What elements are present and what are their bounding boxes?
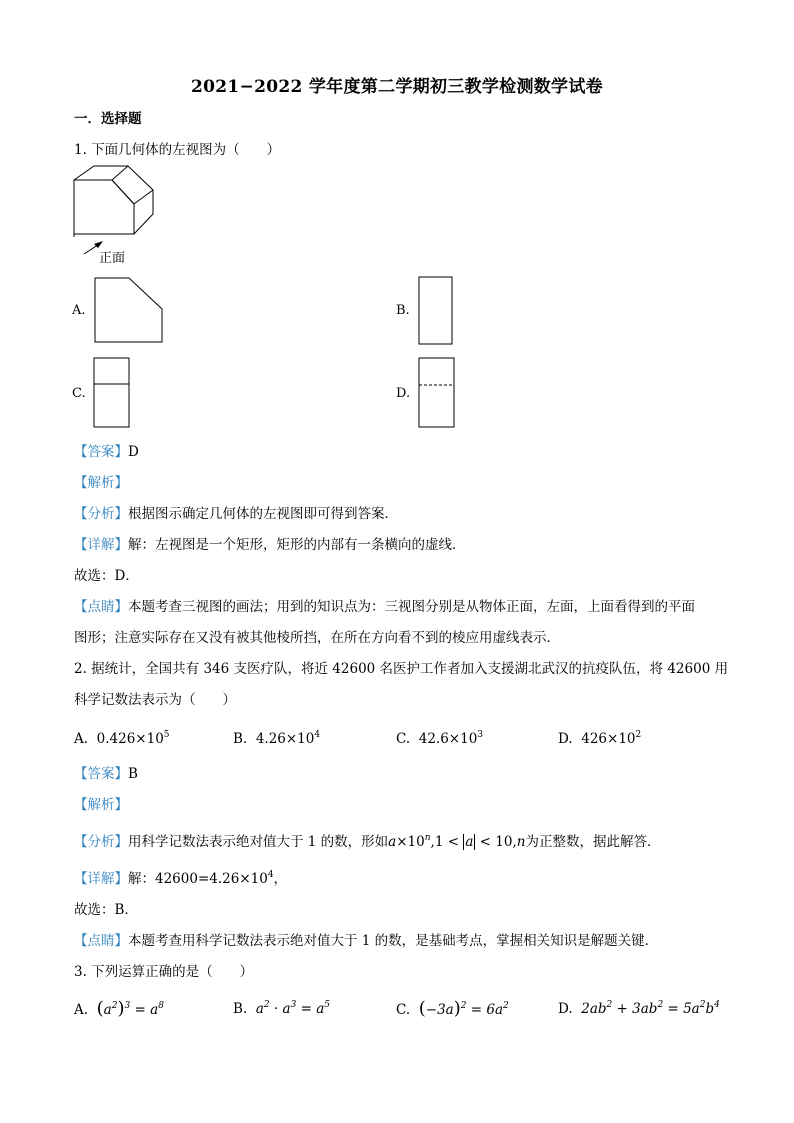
q2-option-a-value: 0.426×10 xyxy=(96,731,164,747)
q1-option-a-label: A. xyxy=(72,303,86,318)
q2-option-a-label: A. xyxy=(74,731,89,747)
q1-option-b-figure xyxy=(418,276,454,346)
q1-fenxi-line xyxy=(74,505,398,523)
q3-option-b: B. $a^2 \cdot a^3 = a^5$ xyxy=(233,1000,330,1017)
q3-option-b-label: B. xyxy=(233,1001,248,1017)
q2-stem-2: 科学记数法表示为（ ） xyxy=(74,692,236,708)
q3-option-c-label: C. xyxy=(396,1002,411,1018)
q2-fenxi-n2: n xyxy=(516,834,526,850)
front-label: 正面 xyxy=(99,251,126,266)
q1-option-c-figure xyxy=(93,357,131,429)
q3-option-c: C. $(-3a)^2 = 6a^2$ xyxy=(396,998,509,1019)
q2-fenxi-post: 为正整数，据此解答． xyxy=(525,834,661,850)
q1-fenxi: 根据图示确定几何体的左视图即可得到答案． xyxy=(128,506,398,522)
q1-dianjing-2: 图形；注意实际存在又没有被其他棱所挡，在所在方向看不到的棱应用虚线表示． xyxy=(74,630,560,646)
q2-dianjing-line xyxy=(74,932,658,950)
q3-option-d-label: D. xyxy=(558,1001,573,1017)
q2-option-b-label: B. xyxy=(233,731,248,747)
q3-stem: 3. 下列运算正确的是（ ） xyxy=(74,964,254,980)
xiangjie-tag: 【详解】 xyxy=(74,537,128,553)
q2-fenxi-n: n xyxy=(424,833,431,843)
answer-tag: 【答案】 xyxy=(74,766,128,782)
q2-xiangjie-line xyxy=(74,870,287,888)
q1-dianjing-1: 本题考查三视图的画法；用到的知识点为：三视图分别是从物体正面，左面，上面看得到的平面 xyxy=(128,599,695,615)
q2-xiangjie-end: ， xyxy=(273,871,288,887)
q2-option-a xyxy=(74,730,170,748)
q2-answer-line xyxy=(74,765,138,783)
q1-dianjing-line xyxy=(74,598,695,616)
fenxi-tag: 【分析】 xyxy=(74,506,128,522)
q1-guxuan: 故选：D． xyxy=(74,568,139,584)
q2-fenxi-pre: 用科学记数法表示绝对值大于 1 的数，形如 xyxy=(128,834,389,850)
dianjing-tag: 【点睛】 xyxy=(74,599,128,615)
page-title: 2021−2022 学年度第二学期初三教学检测数学试卷 xyxy=(191,77,603,97)
q1-option-c-label: C. xyxy=(72,386,86,401)
q1-option-b-label: B. xyxy=(396,303,410,318)
q2-xiangjie: 解：42600=4.26×10 xyxy=(128,871,268,887)
q1-analysis-tag: 【解析】 xyxy=(74,475,128,491)
q2-option-c-value: 42.6×10 xyxy=(418,731,478,747)
q1-stem: 1. 下面几何体的左视图为（ ） xyxy=(74,142,281,158)
q2-option-d-label: D. xyxy=(558,731,573,747)
q1-option-d-figure xyxy=(418,357,456,429)
q2-option-c-exp: 3 xyxy=(477,730,484,740)
q2-answer: B xyxy=(128,766,138,782)
q2-option-d xyxy=(558,730,641,748)
q2-option-b-exp: 4 xyxy=(314,730,321,740)
section-heading: 一．选择题 xyxy=(74,111,142,127)
q2-fenxi-line xyxy=(74,833,660,851)
q2-fenxi-ineq-1: ,1 < xyxy=(430,834,464,850)
q2-option-a-exp: 5 xyxy=(163,730,170,740)
xiangjie-tag: 【详解】 xyxy=(74,871,128,887)
q2-analysis-tag: 【解析】 xyxy=(74,797,128,813)
q1-option-d-label: D. xyxy=(396,386,411,401)
answer-tag: 【答案】 xyxy=(74,444,128,460)
q2-option-d-exp: 2 xyxy=(635,730,642,740)
q2-option-d-value: 426×10 xyxy=(581,731,636,747)
q1-option-a-figure xyxy=(93,276,165,344)
q1-answer: D xyxy=(128,444,139,460)
q1-xiangjie-line xyxy=(74,536,466,554)
q2-xiangjie-exp: 4 xyxy=(267,870,274,880)
q2-dianjing: 本题考查用科学记数法表示绝对值大于 1 的数，是基础考点，掌握相关知识是解题关键． xyxy=(128,933,659,949)
q2-stem-1: 2. 据统计，全国共有 346 支医疗队，将近 42600 名医护工作者加入支援湖北武汉的抗疫队伍，将 42600 用 xyxy=(74,661,729,677)
q1-xiangjie: 解：左视图是一个矩形，矩形的内部有一条横向的虚线． xyxy=(128,537,466,553)
q2-option-c xyxy=(396,730,483,748)
dianjing-tag: 【点睛】 xyxy=(74,933,128,949)
fenxi-tag: 【分析】 xyxy=(74,834,128,850)
q3-option-a-label: A. xyxy=(74,1002,89,1018)
q2-fenxi-abs: a xyxy=(465,834,474,850)
q2-option-b-value: 4.26×10 xyxy=(255,731,315,747)
q2-option-c-label: C. xyxy=(396,731,411,747)
q2-fenxi-ineq-2: < 10, xyxy=(475,834,517,850)
q3-option-a: A. $(a^2)^3 = a^8$ xyxy=(74,998,164,1019)
q2-fenxi-times: ×10 xyxy=(396,834,425,850)
q2-option-b xyxy=(233,730,320,748)
q2-guxuan: 故选：B． xyxy=(74,902,138,918)
q1-answer-line xyxy=(74,443,139,461)
q2-fenxi-a: a xyxy=(388,834,397,850)
q3-option-d: D. $2ab^2 + 3ab^2 = 5a^2b^4$ xyxy=(558,1000,720,1017)
